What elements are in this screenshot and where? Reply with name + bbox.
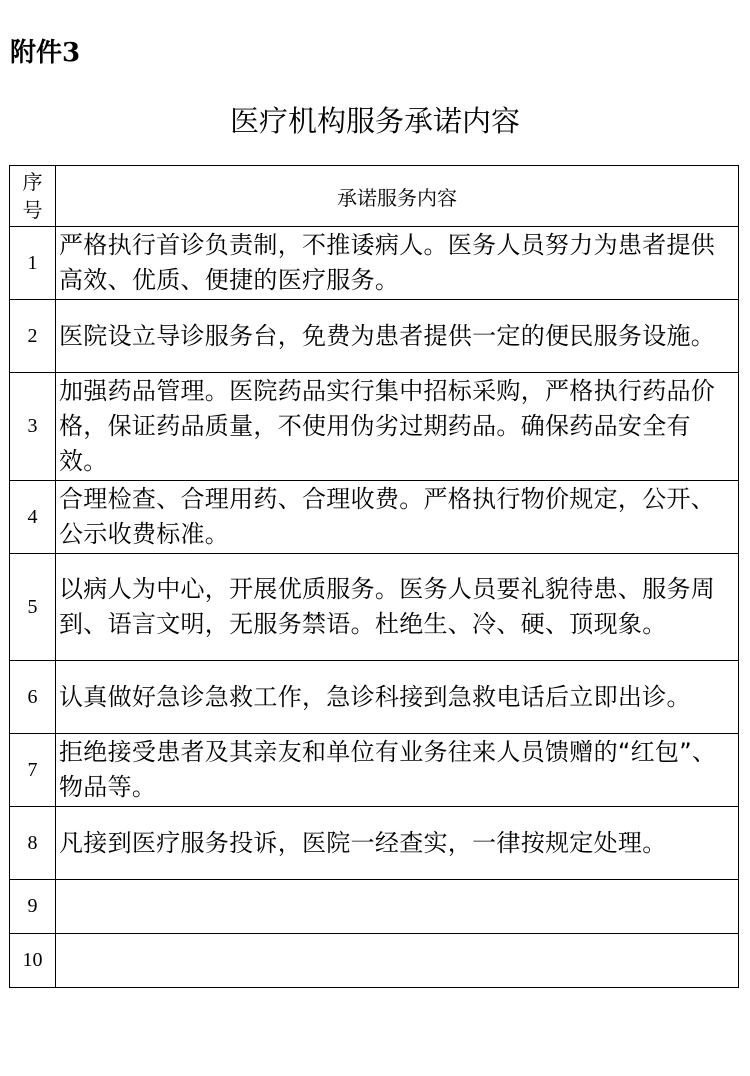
page-title: 医疗机构服务承诺内容 xyxy=(229,104,520,138)
row-number: 3 xyxy=(10,373,56,481)
commitment-table xyxy=(9,165,739,988)
table-row xyxy=(10,734,739,807)
row-content: 加强药品管理。医院药品实行集中招标采购，严格执行药品价格，保证药品质量，不使用伪劣过期药品。确保药品安全有效。 xyxy=(56,373,739,481)
table-row xyxy=(10,227,739,300)
table-row xyxy=(10,661,739,734)
table-row xyxy=(10,807,739,880)
header-content-cell: 承诺服务内容 xyxy=(56,166,739,227)
table-header-row xyxy=(10,166,739,227)
row-number: 5 xyxy=(10,554,56,661)
row-content: 认真做好急诊急救工作，急诊科接到急救电话后立即出诊。 xyxy=(56,661,739,734)
table-row xyxy=(10,880,739,934)
header-no-cell xyxy=(10,166,56,227)
row-content: 凡接到医疗服务投诉，医院一经查实，一律按规定处理。 xyxy=(56,807,739,880)
row-number: 2 xyxy=(10,300,56,373)
row-number: 1 xyxy=(10,227,56,300)
row-number: 4 xyxy=(10,481,56,554)
row-number: 9 xyxy=(10,880,56,934)
row-content: 合理检查、合理用药、合理收费。严格执行物价规定，公开、公示收费标准。 xyxy=(56,481,739,554)
table-row xyxy=(10,300,739,373)
table-row xyxy=(10,554,739,661)
row-number: 10 xyxy=(10,934,56,988)
row-number: 6 xyxy=(10,661,56,734)
table-row xyxy=(10,373,739,481)
row-content: 拒绝接受患者及其亲友和单位有业务往来人员馈赠的“红包”、物品等。 xyxy=(56,734,739,807)
attachment-label: 附件3 xyxy=(10,38,81,68)
row-content: 严格执行首诊负责制，不推诿病人。医务人员努力为患者提供高效、优质、便捷的医疗服务。 xyxy=(56,227,739,300)
row-content: 以病人为中心，开展优质服务。医务人员要礼貌待患、服务周到、语言文明，无服务禁语。杜绝生、冷、硬、顶现象。 xyxy=(56,554,739,661)
header-no-line1: 序 xyxy=(22,170,43,194)
row-content: 医院设立导诊服务台，免费为患者提供一定的便民服务设施。 xyxy=(56,300,739,373)
header-no-line2: 号 xyxy=(22,198,43,222)
row-content xyxy=(56,880,739,934)
table-row xyxy=(10,934,739,988)
row-number: 8 xyxy=(10,807,56,880)
table-row xyxy=(10,481,739,554)
row-number: 7 xyxy=(10,734,56,807)
row-content xyxy=(56,934,739,988)
